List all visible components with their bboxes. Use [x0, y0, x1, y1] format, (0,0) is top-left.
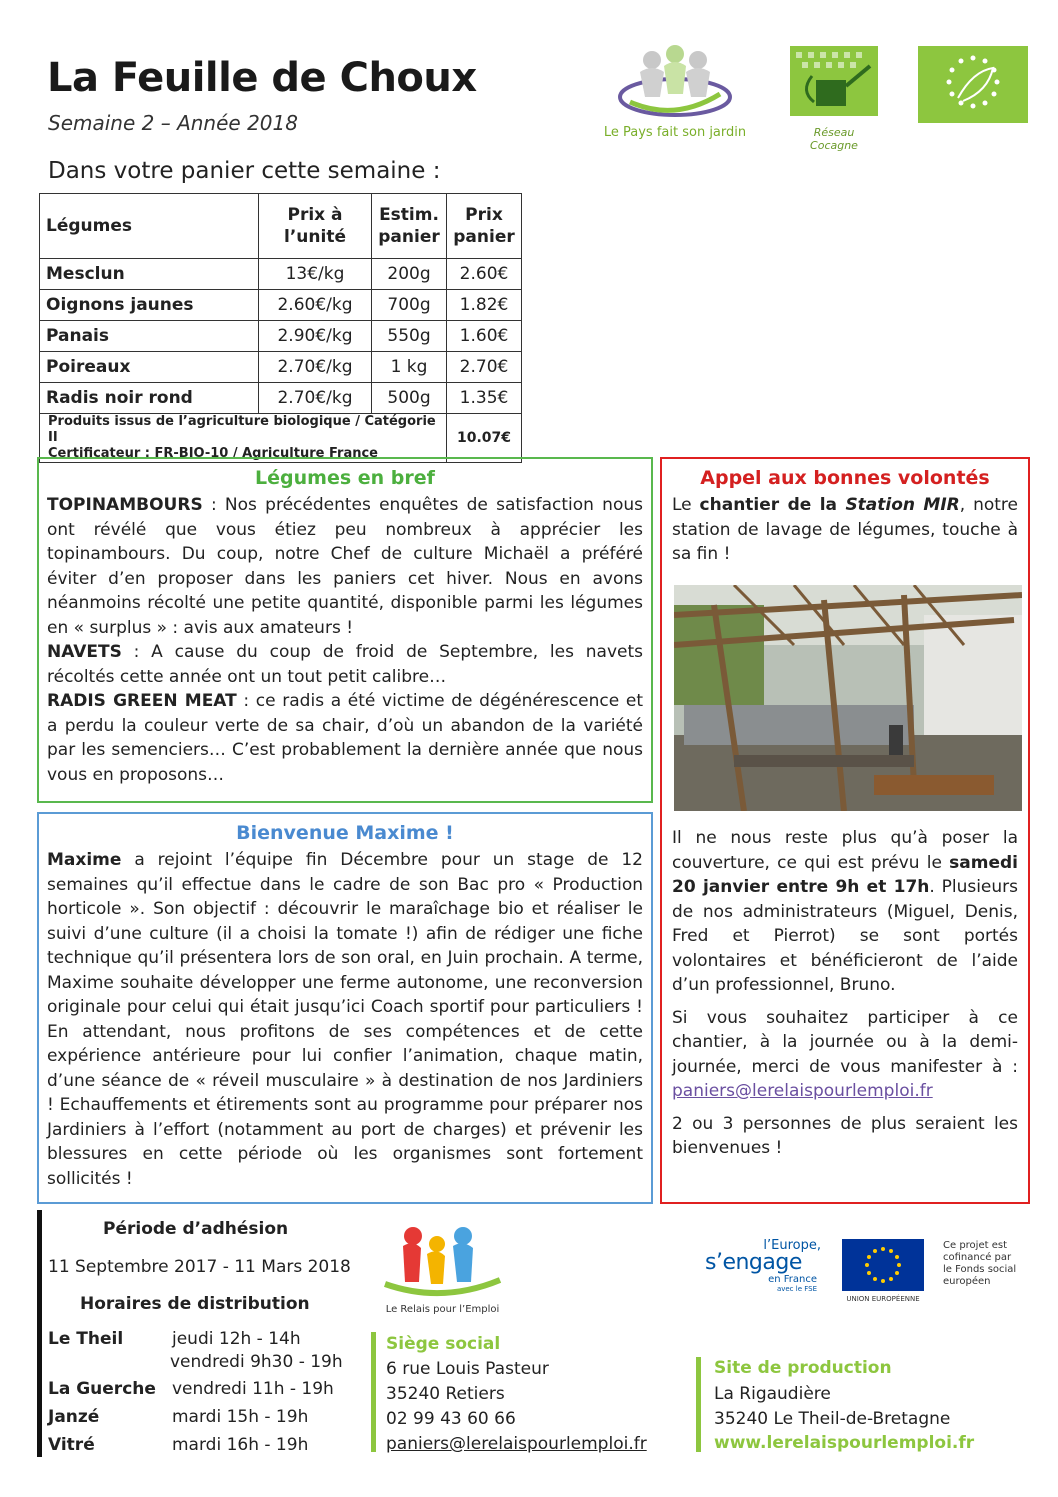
row-name: Panais — [40, 321, 259, 352]
row-price: 2.70€ — [447, 352, 522, 383]
row-price: 1.35€ — [447, 383, 522, 414]
row-name: Oignons jaunes — [40, 290, 259, 321]
row-unit-price: 2.70€/kg — [259, 352, 372, 383]
town-vitre: Vitré — [48, 1435, 95, 1455]
appel-intro-a: Le — [672, 495, 700, 515]
footer-line-1: Produits issus de l’agriculture biologique / Catégorie II — [48, 414, 436, 445]
hours-vitre: mardi 16h - 19h — [172, 1435, 309, 1455]
appel-intro-b: chantier de la — [699, 495, 846, 515]
bienvenue-title: Bienvenue Maxime ! — [236, 822, 454, 844]
maxime-name: Maxime — [47, 850, 122, 870]
hours-la-guerche: vendredi 11h - 19h — [172, 1379, 334, 1399]
eu-flag-logo — [842, 1239, 924, 1309]
watering-can-icon — [790, 46, 878, 116]
topinambours-paragraph — [39, 493, 651, 640]
row-unit-price: 2.60€/kg — [259, 290, 372, 321]
town-janze: Janzé — [48, 1407, 100, 1427]
row-estimate: 1 kg — [372, 352, 447, 383]
europe-logo-line3: en France — [768, 1274, 817, 1285]
row-price: 1.82€ — [447, 290, 522, 321]
hours-le-theil: jeudi 12h - 14h — [172, 1329, 301, 1349]
radis-paragraph — [39, 689, 651, 787]
bienvenue-box — [37, 812, 653, 1204]
table-row — [40, 321, 522, 352]
bienvenue-paragraph — [39, 848, 651, 1191]
people-circle-icon — [590, 42, 760, 122]
row-name: Radis noir rond — [40, 383, 259, 414]
appel-date: samedi 20 janvier entre 9h et 17h — [672, 852, 1018, 897]
siege-bar — [371, 1332, 376, 1452]
hours-janze: mardi 15h - 19h — [172, 1407, 309, 1427]
table-row — [40, 290, 522, 321]
relais-people-icon — [375, 1222, 510, 1302]
relais-caption: Le Relais pour l’Emploi — [385, 1304, 500, 1315]
europe-logo-line1: l’Europe, — [763, 1238, 821, 1253]
siege-city: 35240 Retiers — [386, 1384, 505, 1404]
table-footer-row — [40, 414, 522, 463]
row-name: Poireaux — [40, 352, 259, 383]
row-unit-price: 2.90€/kg — [259, 321, 372, 352]
site-bar — [696, 1357, 701, 1452]
site-title: Site de production — [714, 1358, 892, 1378]
appel-paragraph-2 — [662, 826, 1028, 998]
siege-address: 6 rue Louis Pasteur — [386, 1359, 549, 1379]
europe-sengage-logo — [705, 1238, 821, 1294]
row-unit-price: 13€/kg — [259, 259, 372, 290]
fse-note: Ce projet est cofinancé par le Fonds social européen — [943, 1240, 1017, 1287]
station-mir: Station MIR — [845, 495, 960, 515]
legumes-en-bref-box — [37, 457, 653, 803]
row-estimate: 550g — [372, 321, 447, 352]
chantier-photo — [674, 585, 1022, 811]
siege-phone: 02 99 43 60 66 — [386, 1409, 516, 1429]
topinambours-text: : Nos précédentes enquêtes de satisfaction nous ont révélé que vous étiez peu nombreux à apprécier les topinambours. Du coup, notre Chef de culture Michaël a préféré éviter d’en proposer dans les paniers cet hiver. Nous en avons néanmoins récolté une petite quantité, disponible parmi les légumes en « surplus » : avis aux amateurs ! — [47, 495, 643, 638]
adhesion-dates: 11 Septembre 2017 - 11 Mars 2018 — [48, 1257, 351, 1277]
siege-email-link[interactable]: paniers@lerelaispourlemploi.fr — [386, 1434, 647, 1454]
row-estimate: 700g — [372, 290, 447, 321]
relais-logo — [375, 1222, 510, 1322]
table-row — [40, 352, 522, 383]
table-footer-note — [40, 414, 447, 463]
town-la-guerche: La Guerche — [48, 1379, 156, 1399]
radis-text: : ce radis a été victime de dégénérescence et a perdu la couleur verte de sa chair, d’où un abandon de la variété par les semenciers… C’est probablement la dernière année que nous vous en proposons… — [47, 691, 643, 785]
eu-leaf-icon — [918, 46, 1028, 123]
row-unit-price: 2.70€/kg — [259, 383, 372, 414]
pays-logo-caption: Le Pays fait son jardin — [603, 125, 747, 140]
horaires-title: Horaires de distribution — [80, 1294, 310, 1314]
website-link[interactable]: www.lerelaispourlemploi.fr — [714, 1433, 975, 1453]
navets-paragraph — [39, 640, 651, 689]
table-row — [40, 259, 522, 290]
footer-line-2: Certificateur : FR-BIO-10 / Agriculture France — [48, 446, 378, 461]
appel-email-link[interactable]: paniers@lerelaispourlemploi.fr — [672, 1081, 933, 1101]
pays-fait-son-jardin-logo — [590, 42, 760, 152]
appel-paragraph-3 — [662, 1006, 1028, 1104]
adhesion-title: Période d’adhésion — [103, 1219, 289, 1239]
ue-caption: UNION EUROPÉENNE — [846, 1295, 920, 1303]
site-city: 35240 Le Theil-de-Bretagne — [714, 1409, 951, 1429]
navets-text: : A cause du coup de froid de Septembre, les navets récoltés cette année ont un tout petit calibre… — [47, 642, 643, 687]
site-name: La Rigaudière — [714, 1384, 831, 1404]
row-estimate: 500g — [372, 383, 447, 414]
europe-logo-line2: s’engage — [705, 1250, 802, 1275]
legumes-bref-title: Légumes en bref — [255, 467, 435, 489]
page-subtitle: Semaine 2 – Année 2018 — [48, 111, 298, 135]
eu-organic-logo — [918, 46, 1028, 123]
appel-title: Appel aux bonnes volontés — [700, 467, 990, 489]
siege-title: Siège social — [386, 1334, 501, 1354]
topinambours-label: TOPINAMBOURS — [47, 495, 203, 515]
table-total: 10.07€ — [447, 414, 522, 463]
appel-intro-d: , notre station de lavage de légumes, touche à sa fin ! — [672, 495, 1019, 564]
appel-intro — [662, 493, 1028, 567]
cocagne-caption: Réseau Cocagne — [810, 126, 858, 152]
eu-flag-icon — [842, 1239, 924, 1291]
appel-paragraph-4: 2 ou 3 personnes de plus seraient les bienvenues ! — [672, 1113, 1018, 1158]
header-prix-panier: Prix panier — [447, 194, 522, 259]
footer-left-bar — [37, 1210, 42, 1457]
appel-p2-c: . Plusieurs de nos administrateurs (Miguel, Denis, Fred et Pierrot) se sont portés volontaires et bénéficieront de l’aide d’un professionnel, Bruno. — [672, 877, 1019, 995]
header-estim: Estim. panier — [372, 194, 447, 259]
appel-p2-a: Il ne nous reste plus qu’à poser la couverture, ce qui est prévu le — [672, 828, 1018, 873]
town-le-theil: Le Theil — [48, 1329, 124, 1349]
page-title: La Feuille de Choux — [47, 55, 477, 101]
row-name: Mesclun — [40, 259, 259, 290]
appel-p3: Si vous souhaitez participer à ce chantier, à la journée ou à la demi-journée, merci de vous manifester à : — [672, 1007, 1018, 1077]
europe-logo-line4: avec le FSE — [776, 1285, 817, 1293]
basket-table — [39, 193, 522, 463]
reseau-cocagne-logo — [790, 46, 878, 152]
row-price: 2.60€ — [447, 259, 522, 290]
bienvenue-text: a rejoint l’équipe fin Décembre pour un stage de 12 semaines qu’il effectue dans le cadre de son Bac pro « Production horticole ». Son objectif : découvrir le maraîchage bio et réaliser le suivi d’une culture (il a choisi la tomate !) afin de rédiger une fiche technique qu’il présentera lors de son oral, en Juin prochain. A terme, Maxime souhaite développer une ferme autonome, une reconversion originale pour celui qui était jusqu’ici Coach sportif pour particuliers ! En attendant, nous profitons de ses compétences et de cette expérience antérieure pour lui confier l’animation, chaque matin, d’une séance de « réveil musculaire » à destination de nos Jardiniers ! Echauffements et étirements sont au programme pour préparer nos Jardiniers à l’effort (notamment au port de charges) et prévenir les blessures en cette période où les organismes sont fortement sollicités ! — [47, 850, 643, 1189]
appel-lower — [662, 826, 1028, 1161]
appel-box — [660, 457, 1030, 1204]
row-price: 1.60€ — [447, 321, 522, 352]
hours-le-theil-2: vendredi 9h30 - 19h — [170, 1352, 343, 1372]
table-header-row — [40, 194, 522, 259]
header-legumes: Légumes — [40, 194, 259, 259]
navets-label: NAVETS — [47, 642, 122, 662]
table-row — [40, 383, 522, 414]
radis-label: RADIS GREEN MEAT — [47, 691, 237, 711]
header-prix-unite: Prix à l’unité — [259, 194, 372, 259]
basket-heading: Dans votre panier cette semaine : — [48, 158, 441, 184]
row-estimate: 200g — [372, 259, 447, 290]
